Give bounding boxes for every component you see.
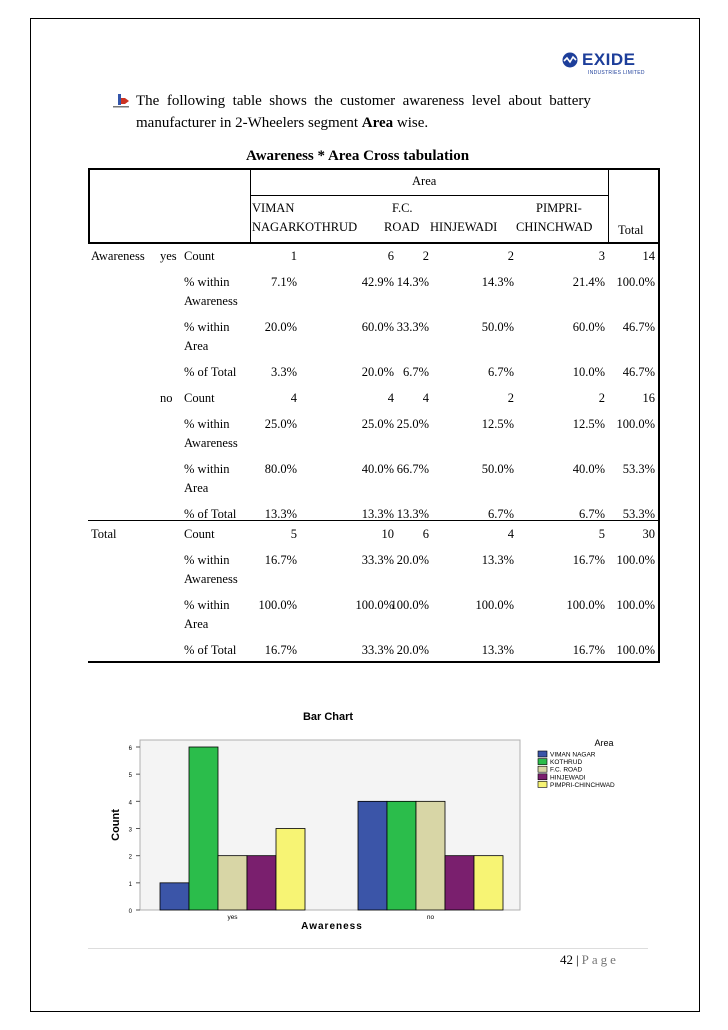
table-cell: 4 bbox=[290, 391, 297, 405]
y-tick-label: 0 bbox=[128, 909, 132, 915]
stat-within-awareness: % within bbox=[184, 275, 230, 289]
legend-entry: KOTHRUD bbox=[550, 759, 583, 767]
table-cell: 100.0% bbox=[390, 598, 429, 612]
table-cell: 6.7% bbox=[578, 507, 605, 521]
legend-entry: F.C. ROAD bbox=[550, 766, 583, 774]
table-cell: 21.4% bbox=[572, 275, 605, 289]
table-cell: 66.7% bbox=[396, 462, 429, 476]
col-fc-line1: F.C. bbox=[392, 201, 413, 215]
bar bbox=[276, 829, 305, 911]
chart-title: Bar Chart bbox=[302, 711, 354, 723]
page-word: Page bbox=[581, 952, 619, 967]
col-total: Total bbox=[618, 223, 644, 237]
stat-of-total: % of Total bbox=[184, 643, 237, 657]
col-pimpri-line2: CHINCHWAD bbox=[516, 220, 593, 234]
legend-swatch bbox=[538, 759, 547, 765]
stat-of-total: % of Total bbox=[184, 365, 237, 379]
y-tick-label: 5 bbox=[128, 773, 132, 780]
arrow-bullet-icon bbox=[113, 94, 129, 108]
table-title: Awareness * Area Cross tabulation bbox=[246, 148, 470, 164]
bar bbox=[474, 856, 503, 910]
area-underline bbox=[250, 195, 608, 196]
col-kothrud: KOTHRUD bbox=[296, 220, 358, 234]
table-cell: 80.0% bbox=[264, 462, 297, 476]
table-cell: 16.7% bbox=[572, 553, 605, 567]
table-cell: 4 bbox=[422, 391, 429, 405]
y-tick-label: 6 bbox=[128, 746, 132, 752]
stat-within-awareness-2: Awareness bbox=[184, 572, 238, 586]
table-cell: 100.0% bbox=[616, 553, 655, 567]
y-tick-label: 2 bbox=[128, 854, 132, 861]
table-cell: 13.3% bbox=[264, 507, 297, 521]
bar-chart-svg bbox=[96, 700, 656, 940]
stat-within-area-2: Area bbox=[184, 481, 209, 495]
y-tick-label: 4 bbox=[128, 800, 132, 807]
table-cell: 4 bbox=[387, 391, 394, 405]
row-label-no: no bbox=[160, 391, 173, 405]
stat-within-awareness: % within bbox=[184, 417, 230, 431]
table-cell: 33.3% bbox=[361, 643, 394, 657]
row-label-awareness: Awareness bbox=[91, 249, 145, 263]
table-cell: 20.0% bbox=[264, 320, 297, 334]
table-cell: 2 bbox=[507, 391, 514, 405]
intro-text-b: manufacturer in 2-Wheelers segment bbox=[136, 115, 362, 131]
x-tick-label: yes bbox=[227, 914, 238, 921]
table-cell: 100.0% bbox=[475, 598, 514, 612]
col-viman-line2: NAGAR bbox=[252, 220, 297, 234]
page-number-value: 42 bbox=[560, 952, 573, 967]
col-viman-line1: VIMAN bbox=[252, 201, 295, 215]
table-cell: 16 bbox=[642, 391, 655, 405]
footer-rule bbox=[88, 948, 648, 949]
intro-text-c: wise. bbox=[393, 115, 429, 131]
table-cell: 20.0% bbox=[396, 643, 429, 657]
bar bbox=[445, 856, 474, 910]
table-cell: 50.0% bbox=[481, 462, 514, 476]
table-cell: 10 bbox=[381, 527, 394, 541]
table-cell: 40.0% bbox=[572, 462, 605, 476]
legend-swatch bbox=[538, 781, 547, 787]
table-cell: 46.7% bbox=[622, 365, 655, 379]
table-cell: 100.0% bbox=[616, 275, 655, 289]
legend-entry: PIMPRI-CHINCHWAD bbox=[550, 781, 615, 789]
table-cell: 53.3% bbox=[622, 462, 655, 476]
header-bottom-line bbox=[88, 242, 660, 244]
legend-title: Area bbox=[594, 738, 614, 748]
page-number bbox=[560, 952, 619, 968]
page-number-separator: | bbox=[576, 952, 579, 967]
stat-within-area: % within bbox=[184, 462, 230, 476]
table-cell: 6.7% bbox=[487, 365, 514, 379]
y-tick-label: 1 bbox=[128, 881, 132, 888]
bar bbox=[387, 801, 416, 910]
col-fc-line2: ROAD bbox=[384, 220, 420, 234]
intro-line-1: The following table shows the customer awareness level about battery bbox=[136, 93, 591, 109]
table-cell: 20.0% bbox=[396, 553, 429, 567]
stat-within-awareness-2: Awareness bbox=[184, 436, 238, 450]
bar bbox=[218, 856, 247, 910]
row-label-yes: yes bbox=[160, 249, 177, 263]
table-cell: 14.3% bbox=[481, 275, 514, 289]
table-cell: 6.7% bbox=[402, 365, 429, 379]
table-cell: 100.0% bbox=[616, 417, 655, 431]
stat-within-awareness-2: Awareness bbox=[184, 294, 238, 308]
table-cell: 7.1% bbox=[270, 275, 297, 289]
stat-count: Count bbox=[184, 527, 215, 541]
total-col-divider bbox=[608, 168, 609, 242]
table-cell: 6 bbox=[387, 249, 394, 263]
table-cell: 33.3% bbox=[361, 553, 394, 567]
bar bbox=[358, 801, 387, 910]
area-header: Area bbox=[412, 174, 437, 188]
stat-of-total: % of Total bbox=[184, 507, 237, 521]
bar bbox=[160, 883, 189, 910]
table-cell: 2 bbox=[598, 391, 605, 405]
intro-line-2 bbox=[136, 112, 658, 134]
legend-entry: HINJEWADI bbox=[550, 774, 586, 782]
table-cell: 30 bbox=[642, 527, 655, 541]
table-cell: 5 bbox=[290, 527, 297, 541]
col-pimpri-line1: PIMPRI- bbox=[536, 201, 582, 215]
table-cell: 14.3% bbox=[396, 275, 429, 289]
table-cell: 20.0% bbox=[361, 365, 394, 379]
table-cell: 14 bbox=[642, 249, 655, 263]
table-cell: 25.0% bbox=[396, 417, 429, 431]
table-cell: 2 bbox=[507, 249, 514, 263]
stat-within-area-2: Area bbox=[184, 617, 209, 631]
table-cell: 10.0% bbox=[572, 365, 605, 379]
table-cell: 12.5% bbox=[572, 417, 605, 431]
table-cell: 100.0% bbox=[355, 598, 394, 612]
exide-logo bbox=[562, 50, 672, 76]
stat-within-area: % within bbox=[184, 320, 230, 334]
table-cell: 16.7% bbox=[264, 553, 297, 567]
legend-swatch bbox=[538, 774, 547, 780]
table-cell: 4 bbox=[507, 527, 514, 541]
table-cell: 42.9% bbox=[361, 275, 394, 289]
table-cell: 3.3% bbox=[270, 365, 297, 379]
col-hinjewadi: HINJEWADI bbox=[430, 220, 498, 234]
table-cell: 1 bbox=[290, 249, 297, 263]
table-cell: 40.0% bbox=[361, 462, 394, 476]
table-cell: 100.0% bbox=[616, 598, 655, 612]
table-cell: 6 bbox=[422, 527, 429, 541]
legend-swatch bbox=[538, 766, 547, 772]
stat-within-area: % within bbox=[184, 598, 230, 612]
legend-entry: VIMAN NAGAR bbox=[550, 751, 596, 759]
table-cell: 25.0% bbox=[361, 417, 394, 431]
table-cell: 33.3% bbox=[396, 320, 429, 334]
table-border-top bbox=[88, 168, 660, 170]
table-cell: 16.7% bbox=[264, 643, 297, 657]
chart-plot-area bbox=[129, 740, 615, 921]
legend-swatch bbox=[538, 751, 547, 757]
bar bbox=[247, 856, 276, 910]
table-cell: 13.3% bbox=[481, 643, 514, 657]
table-cell: 60.0% bbox=[361, 320, 394, 334]
table-cell: 46.7% bbox=[622, 320, 655, 334]
table-border-left-header bbox=[88, 168, 90, 242]
crosstab-table bbox=[88, 168, 660, 662]
logo-word: EXIDE bbox=[582, 50, 636, 69]
table-cell: 60.0% bbox=[572, 320, 605, 334]
table-cell: 13.3% bbox=[396, 507, 429, 521]
row-label-total: Total bbox=[91, 527, 117, 541]
stat-count: Count bbox=[184, 249, 215, 263]
logo-subtitle: INDUSTRIES LIMITED bbox=[588, 70, 645, 76]
x-tick-label: no bbox=[426, 914, 435, 921]
intro-paragraph bbox=[136, 90, 658, 134]
stat-within-awareness: % within bbox=[184, 553, 230, 567]
table-cell: 100.0% bbox=[616, 643, 655, 657]
table-cell: 100.0% bbox=[258, 598, 297, 612]
y-tick-label: 3 bbox=[128, 827, 132, 834]
table-cell: 100.0% bbox=[566, 598, 605, 612]
table-cell: 13.3% bbox=[481, 553, 514, 567]
table-cell: 2 bbox=[422, 249, 429, 263]
intro-bold-area: Area bbox=[361, 115, 394, 131]
bar bbox=[189, 747, 218, 910]
exide-logo-icon bbox=[562, 52, 578, 68]
chart-xlabel: Awareness bbox=[301, 921, 363, 932]
bar bbox=[416, 801, 445, 910]
table-cell: 3 bbox=[598, 249, 605, 263]
table-cell: 16.7% bbox=[572, 643, 605, 657]
stat-count: Count bbox=[184, 391, 215, 405]
table-cell: 6.7% bbox=[487, 507, 514, 521]
table-cell: 13.3% bbox=[361, 507, 394, 521]
bar-chart bbox=[96, 700, 656, 940]
table-cell: 12.5% bbox=[481, 417, 514, 431]
table-cell: 53.3% bbox=[622, 507, 655, 521]
chart-ylabel: Count bbox=[110, 809, 122, 841]
table-cell: 25.0% bbox=[264, 417, 297, 431]
header-divider bbox=[250, 168, 251, 242]
table-cell: 5 bbox=[598, 527, 605, 541]
table-cell: 50.0% bbox=[481, 320, 514, 334]
stat-within-area-2: Area bbox=[184, 339, 209, 353]
table-border-bottom bbox=[88, 661, 660, 663]
